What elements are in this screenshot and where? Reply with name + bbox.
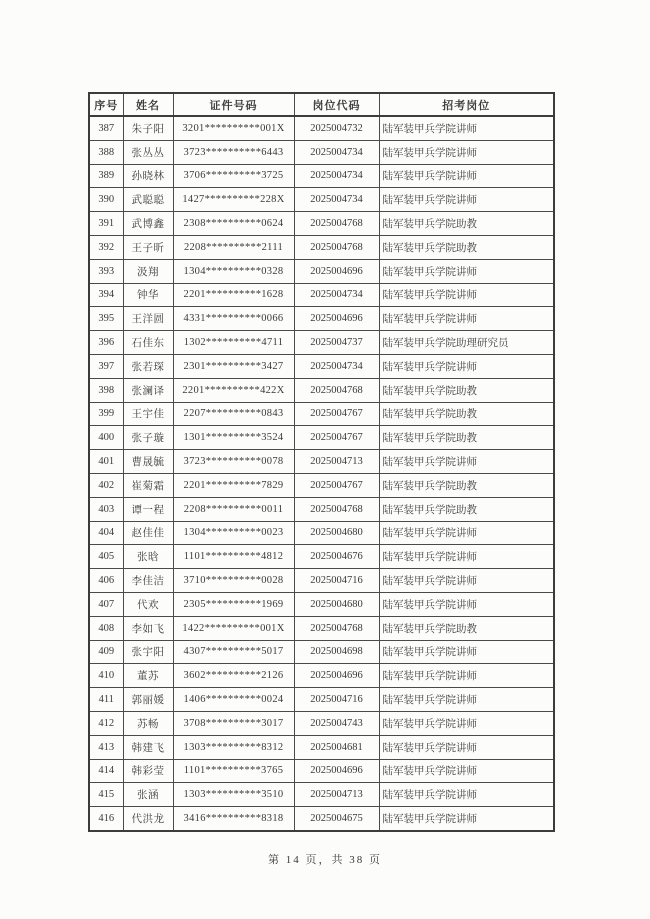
column-header-name: 姓名 bbox=[123, 93, 173, 116]
cell-name: 王宇佳 bbox=[123, 402, 173, 426]
cell-job-code: 2025004681 bbox=[294, 735, 379, 759]
cell-job-code: 2025004696 bbox=[294, 664, 379, 688]
cell-id-number: 4331**********0066 bbox=[173, 307, 294, 331]
cell-name: 苏畅 bbox=[123, 711, 173, 735]
cell-name: 郭丽媛 bbox=[123, 688, 173, 712]
table-row bbox=[89, 307, 554, 331]
cell-name: 韩彩莹 bbox=[123, 759, 173, 783]
cell-serial-number: 408 bbox=[89, 616, 123, 640]
cell-job-code: 2025004732 bbox=[294, 116, 379, 140]
cell-job-title: 陆军装甲兵学院助教 bbox=[379, 426, 554, 450]
cell-name: 韩建飞 bbox=[123, 735, 173, 759]
cell-job-code: 2025004676 bbox=[294, 545, 379, 569]
cell-job-code: 2025004680 bbox=[294, 592, 379, 616]
cell-serial-number: 392 bbox=[89, 235, 123, 259]
cell-id-number: 3706**********3725 bbox=[173, 164, 294, 188]
cell-job-title: 陆军装甲兵学院讲师 bbox=[379, 307, 554, 331]
cell-id-number: 2201**********422X bbox=[173, 378, 294, 402]
cell-name: 崔菊霜 bbox=[123, 473, 173, 497]
table-row bbox=[89, 521, 554, 545]
table-row bbox=[89, 140, 554, 164]
cell-serial-number: 396 bbox=[89, 331, 123, 355]
table-row bbox=[89, 235, 554, 259]
cell-name: 代洪龙 bbox=[123, 807, 173, 831]
cell-id-number: 1303**********3510 bbox=[173, 783, 294, 807]
cell-id-number: 3416**********8318 bbox=[173, 807, 294, 831]
table-row bbox=[89, 783, 554, 807]
cell-serial-number: 413 bbox=[89, 735, 123, 759]
cell-id-number: 1304**********0023 bbox=[173, 521, 294, 545]
cell-name: 王洋圆 bbox=[123, 307, 173, 331]
table-row bbox=[89, 640, 554, 664]
cell-serial-number: 390 bbox=[89, 188, 123, 212]
cell-serial-number: 395 bbox=[89, 307, 123, 331]
cell-serial-number: 388 bbox=[89, 140, 123, 164]
cell-id-number: 3708**********3017 bbox=[173, 711, 294, 735]
cell-serial-number: 415 bbox=[89, 783, 123, 807]
cell-id-number: 2208**********0011 bbox=[173, 497, 294, 521]
table-row bbox=[89, 569, 554, 593]
cell-serial-number: 409 bbox=[89, 640, 123, 664]
cell-id-number: 1422**********001X bbox=[173, 616, 294, 640]
cell-job-title: 陆军装甲兵学院讲师 bbox=[379, 354, 554, 378]
page-number-indicator: 第 14 页，共 38 页 bbox=[268, 854, 382, 866]
cell-serial-number: 405 bbox=[89, 545, 123, 569]
table-row bbox=[89, 164, 554, 188]
cell-id-number: 1303**********8312 bbox=[173, 735, 294, 759]
table-row bbox=[89, 402, 554, 426]
cell-job-title: 陆军装甲兵学院讲师 bbox=[379, 783, 554, 807]
table-row bbox=[89, 331, 554, 355]
cell-name: 张晗 bbox=[123, 545, 173, 569]
cell-job-code: 2025004768 bbox=[294, 235, 379, 259]
cell-serial-number: 401 bbox=[89, 450, 123, 474]
cell-id-number: 1101**********3765 bbox=[173, 759, 294, 783]
cell-id-number: 2207**********0843 bbox=[173, 402, 294, 426]
cell-serial-number: 416 bbox=[89, 807, 123, 831]
cell-id-number: 4307**********5017 bbox=[173, 640, 294, 664]
cell-serial-number: 412 bbox=[89, 711, 123, 735]
cell-job-title: 陆军装甲兵学院讲师 bbox=[379, 116, 554, 140]
cell-name: 李佳洁 bbox=[123, 569, 173, 593]
cell-name: 张澜译 bbox=[123, 378, 173, 402]
cell-serial-number: 402 bbox=[89, 473, 123, 497]
cell-id-number: 1301**********3524 bbox=[173, 426, 294, 450]
cell-job-code: 2025004734 bbox=[294, 283, 379, 307]
cell-job-title: 陆军装甲兵学院助教 bbox=[379, 235, 554, 259]
cell-name: 武聪聪 bbox=[123, 188, 173, 212]
cell-name: 石佳东 bbox=[123, 331, 173, 355]
cell-id-number: 3710**********0028 bbox=[173, 569, 294, 593]
table-row bbox=[89, 426, 554, 450]
cell-serial-number: 406 bbox=[89, 569, 123, 593]
cell-job-code: 2025004768 bbox=[294, 378, 379, 402]
cell-job-code: 2025004767 bbox=[294, 402, 379, 426]
cell-serial-number: 400 bbox=[89, 426, 123, 450]
column-header-serial-number: 序号 bbox=[89, 93, 123, 116]
table-row bbox=[89, 259, 554, 283]
cell-job-code: 2025004716 bbox=[294, 688, 379, 712]
cell-job-title: 陆军装甲兵学院讲师 bbox=[379, 450, 554, 474]
cell-id-number: 2301**********3427 bbox=[173, 354, 294, 378]
cell-name: 曹晟毓 bbox=[123, 450, 173, 474]
cell-job-code: 2025004680 bbox=[294, 521, 379, 545]
cell-name: 汲翔 bbox=[123, 259, 173, 283]
cell-name: 董苏 bbox=[123, 664, 173, 688]
column-header-job-code: 岗位代码 bbox=[294, 93, 379, 116]
cell-job-code: 2025004768 bbox=[294, 212, 379, 236]
cell-job-code: 2025004734 bbox=[294, 188, 379, 212]
cell-job-title: 陆军装甲兵学院助教 bbox=[379, 212, 554, 236]
cell-job-title: 陆军装甲兵学院讲师 bbox=[379, 188, 554, 212]
cell-job-code: 2025004698 bbox=[294, 640, 379, 664]
cell-job-code: 2025004713 bbox=[294, 450, 379, 474]
table-row bbox=[89, 188, 554, 212]
cell-serial-number: 414 bbox=[89, 759, 123, 783]
table-row bbox=[89, 711, 554, 735]
cell-job-title: 陆军装甲兵学院讲师 bbox=[379, 164, 554, 188]
table-row bbox=[89, 212, 554, 236]
cell-job-title: 陆军装甲兵学院讲师 bbox=[379, 640, 554, 664]
cell-job-title: 陆军装甲兵学院助教 bbox=[379, 378, 554, 402]
cell-job-title: 陆军装甲兵学院助教 bbox=[379, 616, 554, 640]
cell-job-title: 陆军装甲兵学院助教 bbox=[379, 473, 554, 497]
cell-job-code: 2025004734 bbox=[294, 140, 379, 164]
cell-id-number: 2201**********7829 bbox=[173, 473, 294, 497]
cell-job-title: 陆军装甲兵学院讲师 bbox=[379, 283, 554, 307]
cell-serial-number: 403 bbox=[89, 497, 123, 521]
cell-job-title: 陆军装甲兵学院讲师 bbox=[379, 521, 554, 545]
cell-serial-number: 387 bbox=[89, 116, 123, 140]
cell-job-code: 2025004768 bbox=[294, 616, 379, 640]
cell-id-number: 2201**********1628 bbox=[173, 283, 294, 307]
cell-job-title: 陆军装甲兵学院助理研究员 bbox=[379, 331, 554, 355]
cell-name: 李如飞 bbox=[123, 616, 173, 640]
cell-name: 赵佳佳 bbox=[123, 521, 173, 545]
cell-id-number: 2305**********1969 bbox=[173, 592, 294, 616]
table-row bbox=[89, 378, 554, 402]
cell-name: 张若琛 bbox=[123, 354, 173, 378]
table-row bbox=[89, 497, 554, 521]
cell-job-code: 2025004696 bbox=[294, 307, 379, 331]
cell-id-number: 1302**********4711 bbox=[173, 331, 294, 355]
cell-id-number: 2308**********0624 bbox=[173, 212, 294, 236]
cell-serial-number: 393 bbox=[89, 259, 123, 283]
cell-job-title: 陆军装甲兵学院讲师 bbox=[379, 259, 554, 283]
table-row bbox=[89, 616, 554, 640]
cell-job-title: 陆军装甲兵学院讲师 bbox=[379, 569, 554, 593]
cell-id-number: 3201**********001X bbox=[173, 116, 294, 140]
cell-serial-number: 411 bbox=[89, 688, 123, 712]
cell-id-number: 3723**********0078 bbox=[173, 450, 294, 474]
cell-job-title: 陆军装甲兵学院助教 bbox=[379, 497, 554, 521]
column-header-id-number: 证件号码 bbox=[173, 93, 294, 116]
cell-job-code: 2025004768 bbox=[294, 497, 379, 521]
cell-job-code: 2025004696 bbox=[294, 759, 379, 783]
cell-job-title: 陆军装甲兵学院讲师 bbox=[379, 688, 554, 712]
cell-name: 武博鑫 bbox=[123, 212, 173, 236]
cell-job-title: 陆军装甲兵学院讲师 bbox=[379, 664, 554, 688]
cell-name: 钟华 bbox=[123, 283, 173, 307]
table-row bbox=[89, 735, 554, 759]
cell-id-number: 3723**********6443 bbox=[173, 140, 294, 164]
cell-name: 朱子阳 bbox=[123, 116, 173, 140]
cell-serial-number: 397 bbox=[89, 354, 123, 378]
cell-id-number: 1101**********4812 bbox=[173, 545, 294, 569]
cell-job-code: 2025004675 bbox=[294, 807, 379, 831]
cell-id-number: 3602**********2126 bbox=[173, 664, 294, 688]
table-row bbox=[89, 450, 554, 474]
table-row bbox=[89, 116, 554, 140]
table-header-row bbox=[89, 93, 554, 116]
cell-job-title: 陆军装甲兵学院助教 bbox=[379, 402, 554, 426]
cell-job-code: 2025004737 bbox=[294, 331, 379, 355]
cell-serial-number: 394 bbox=[89, 283, 123, 307]
table-row bbox=[89, 354, 554, 378]
cell-job-code: 2025004767 bbox=[294, 473, 379, 497]
cell-job-code: 2025004716 bbox=[294, 569, 379, 593]
cell-name: 张丛丛 bbox=[123, 140, 173, 164]
cell-job-title: 陆军装甲兵学院讲师 bbox=[379, 140, 554, 164]
cell-job-title: 陆军装甲兵学院讲师 bbox=[379, 807, 554, 831]
cell-job-code: 2025004734 bbox=[294, 164, 379, 188]
column-header-job-title: 招考岗位 bbox=[379, 93, 554, 116]
table-row bbox=[89, 473, 554, 497]
cell-id-number: 1406**********0024 bbox=[173, 688, 294, 712]
cell-serial-number: 407 bbox=[89, 592, 123, 616]
table-row bbox=[89, 545, 554, 569]
cell-job-title: 陆军装甲兵学院讲师 bbox=[379, 592, 554, 616]
table-row bbox=[89, 283, 554, 307]
table-row bbox=[89, 759, 554, 783]
cell-name: 张子璇 bbox=[123, 426, 173, 450]
cell-job-title: 陆军装甲兵学院讲师 bbox=[379, 711, 554, 735]
recruitment-roster-table bbox=[88, 92, 555, 832]
cell-serial-number: 391 bbox=[89, 212, 123, 236]
table-row bbox=[89, 807, 554, 831]
cell-name: 张宇阳 bbox=[123, 640, 173, 664]
table-row bbox=[89, 688, 554, 712]
cell-job-code: 2025004767 bbox=[294, 426, 379, 450]
cell-serial-number: 389 bbox=[89, 164, 123, 188]
cell-serial-number: 399 bbox=[89, 402, 123, 426]
cell-name: 孙晓林 bbox=[123, 164, 173, 188]
cell-job-title: 陆军装甲兵学院讲师 bbox=[379, 759, 554, 783]
cell-serial-number: 404 bbox=[89, 521, 123, 545]
cell-id-number: 2208**********2111 bbox=[173, 235, 294, 259]
cell-name: 代欢 bbox=[123, 592, 173, 616]
cell-id-number: 1427**********228X bbox=[173, 188, 294, 212]
cell-name: 张涵 bbox=[123, 783, 173, 807]
cell-job-title: 陆军装甲兵学院讲师 bbox=[379, 735, 554, 759]
table-row bbox=[89, 664, 554, 688]
cell-serial-number: 410 bbox=[89, 664, 123, 688]
cell-serial-number: 398 bbox=[89, 378, 123, 402]
cell-name: 王子昕 bbox=[123, 235, 173, 259]
cell-job-code: 2025004743 bbox=[294, 711, 379, 735]
cell-job-title: 陆军装甲兵学院讲师 bbox=[379, 545, 554, 569]
table-row bbox=[89, 592, 554, 616]
cell-id-number: 1304**********0328 bbox=[173, 259, 294, 283]
cell-job-code: 2025004696 bbox=[294, 259, 379, 283]
cell-job-code: 2025004734 bbox=[294, 354, 379, 378]
cell-job-code: 2025004713 bbox=[294, 783, 379, 807]
cell-name: 谭一程 bbox=[123, 497, 173, 521]
